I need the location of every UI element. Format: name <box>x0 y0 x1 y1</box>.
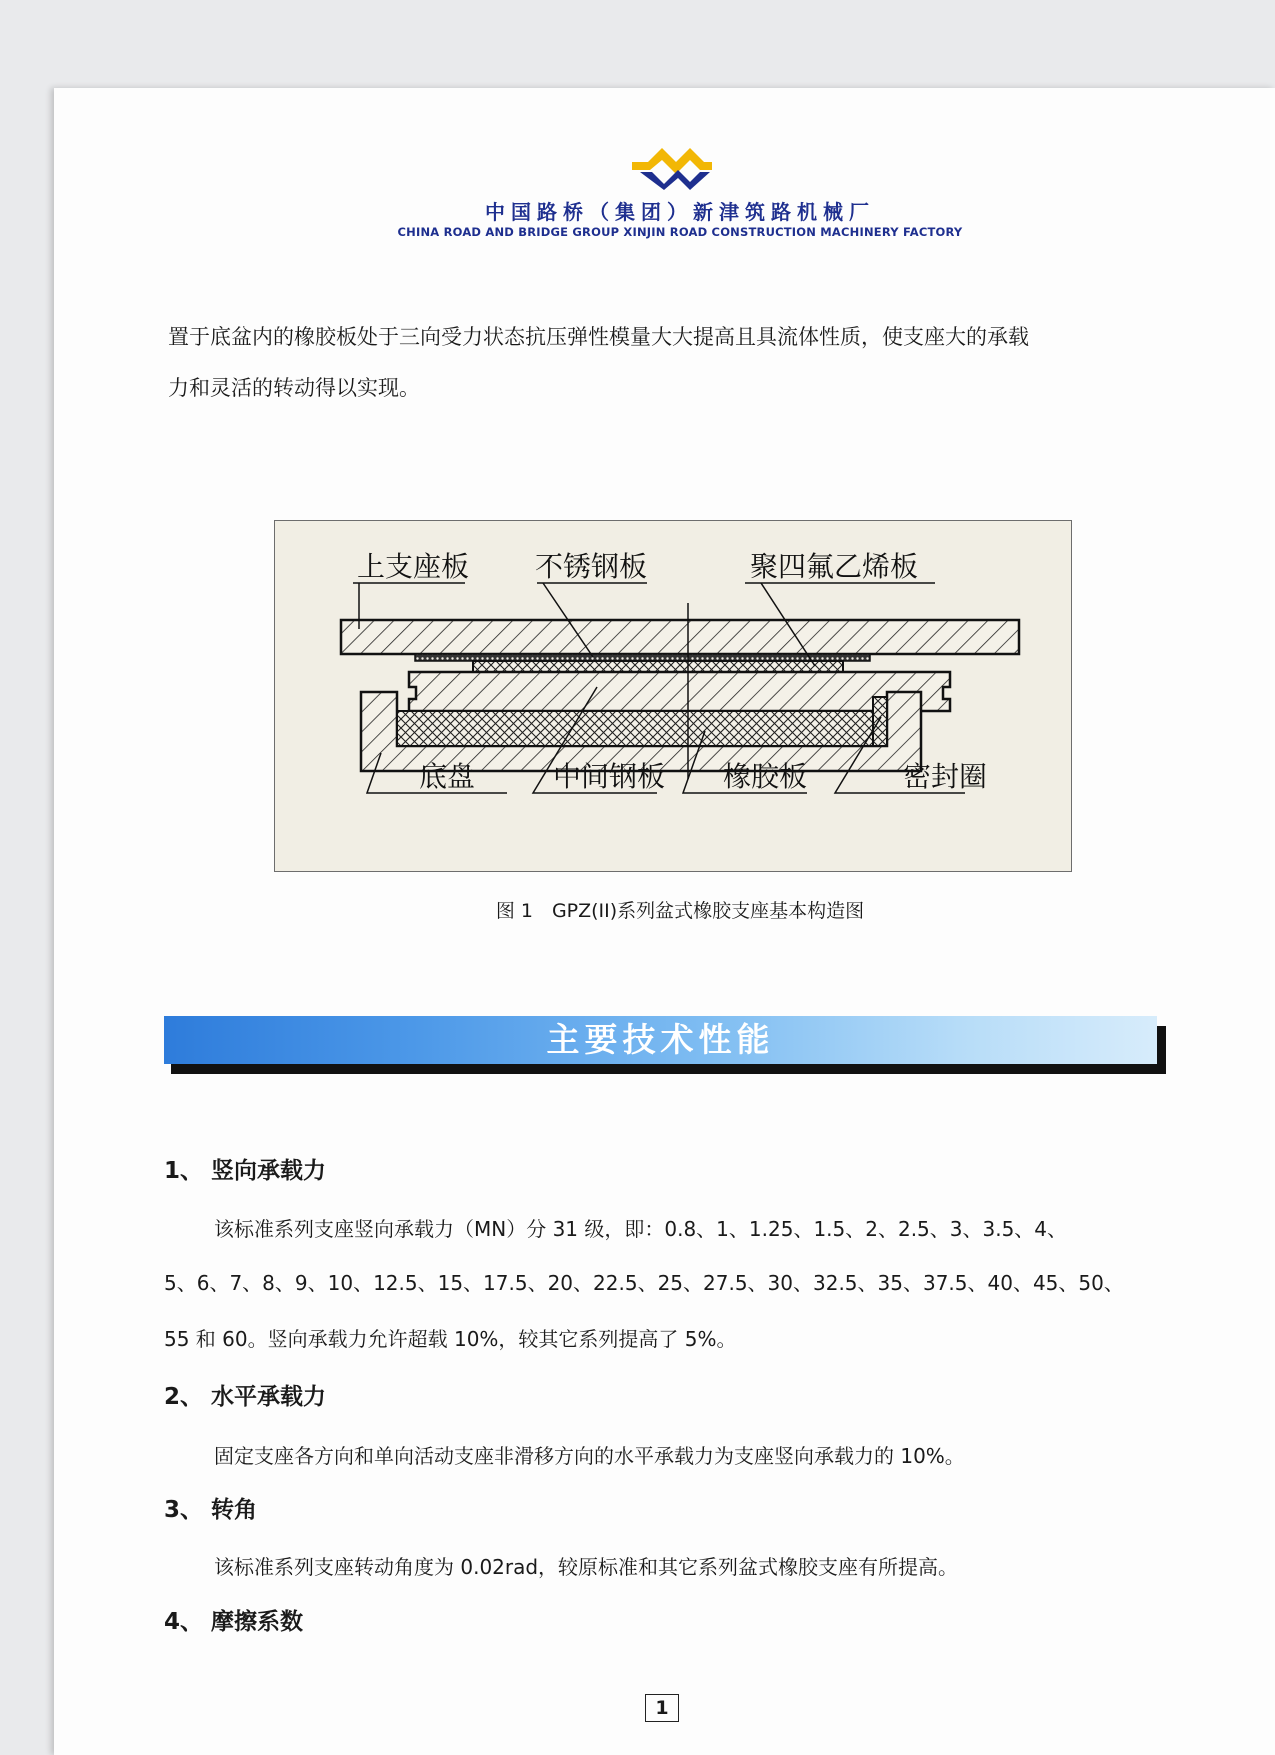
label-middle-plate: 中间钢板 <box>553 760 666 793</box>
section-1-line-2: 5、6、7、8、9、10、12.5、15、17.5、20、22.5、25、27.5、30、32.5、35、37.5、40、45、50、 <box>164 1271 1124 1295</box>
section-1-line-1: 该标准系列支座竖向承载力（MN）分 31 级，即：0.8、1、1.25、1.5、2、2.5、3、3.5、4、 <box>214 1217 1068 1241</box>
label-seal-ring: 密封圈 <box>903 760 988 793</box>
section-banner: 主要技术性能 <box>164 1016 1157 1064</box>
section-heading-3: 3、 转角 <box>164 1497 258 1523</box>
section-1-line-3: 55 和 60。竖向承载力允许超载 10%，较其它系列提高了 5%。 <box>164 1327 737 1351</box>
label-stainless-plate: 不锈钢板 <box>535 550 648 583</box>
section-2-line-1: 固定支座各方向和单向活动支座非滑移方向的水平承载力为支座竖向承载力的 10%。 <box>214 1444 965 1468</box>
middle-plate-shape <box>409 672 950 711</box>
label-rubber-plate: 橡胶板 <box>723 760 808 793</box>
section-heading-4: 4、 摩擦系数 <box>164 1609 304 1635</box>
rubber-plate-shape <box>397 711 887 746</box>
label-upper-plate: 上支座板 <box>357 550 470 583</box>
structure-diagram-drawing <box>275 521 1071 871</box>
ptfe-layer-shape <box>473 661 843 672</box>
company-logo-icon <box>630 140 714 190</box>
label-ptfe-plate: 聚四氟乙烯板 <box>750 550 919 583</box>
intro-line-2: 力和灵活的转动得以实现。 <box>168 376 420 400</box>
label-base-pot: 底盘 <box>419 760 476 793</box>
intro-line-1: 置于底盆内的橡胶板处于三向受力状态抗压弹性模量大大提高且具流体性质，使支座大的承载 <box>168 325 1029 349</box>
section-heading-2: 2、 水平承载力 <box>164 1384 327 1410</box>
section-heading-1: 1、 竖向承载力 <box>164 1158 327 1184</box>
intro-paragraph <box>168 312 1178 414</box>
upper-plate-shape <box>341 620 1019 654</box>
company-name-cn: 中国路桥（集团）新津筑路机械厂 <box>485 200 875 224</box>
section-3-line-1: 该标准系列支座转动角度为 0.02rad，较原标准和其它系列盆式橡胶支座有所提高。 <box>214 1555 959 1579</box>
stainless-layer-shape <box>415 654 870 661</box>
page-number: 1 <box>645 1694 679 1722</box>
company-name-en: CHINA ROAD AND BRIDGE GROUP XINJIN ROAD CONSTRUCTION MACHINERY FACTORY <box>397 225 963 239</box>
figure-caption: 图 1 GPZ(II)系列盆式橡胶支座基本构造图 <box>495 900 865 922</box>
seal-ring-shape <box>873 697 887 746</box>
structure-diagram <box>274 520 1072 872</box>
